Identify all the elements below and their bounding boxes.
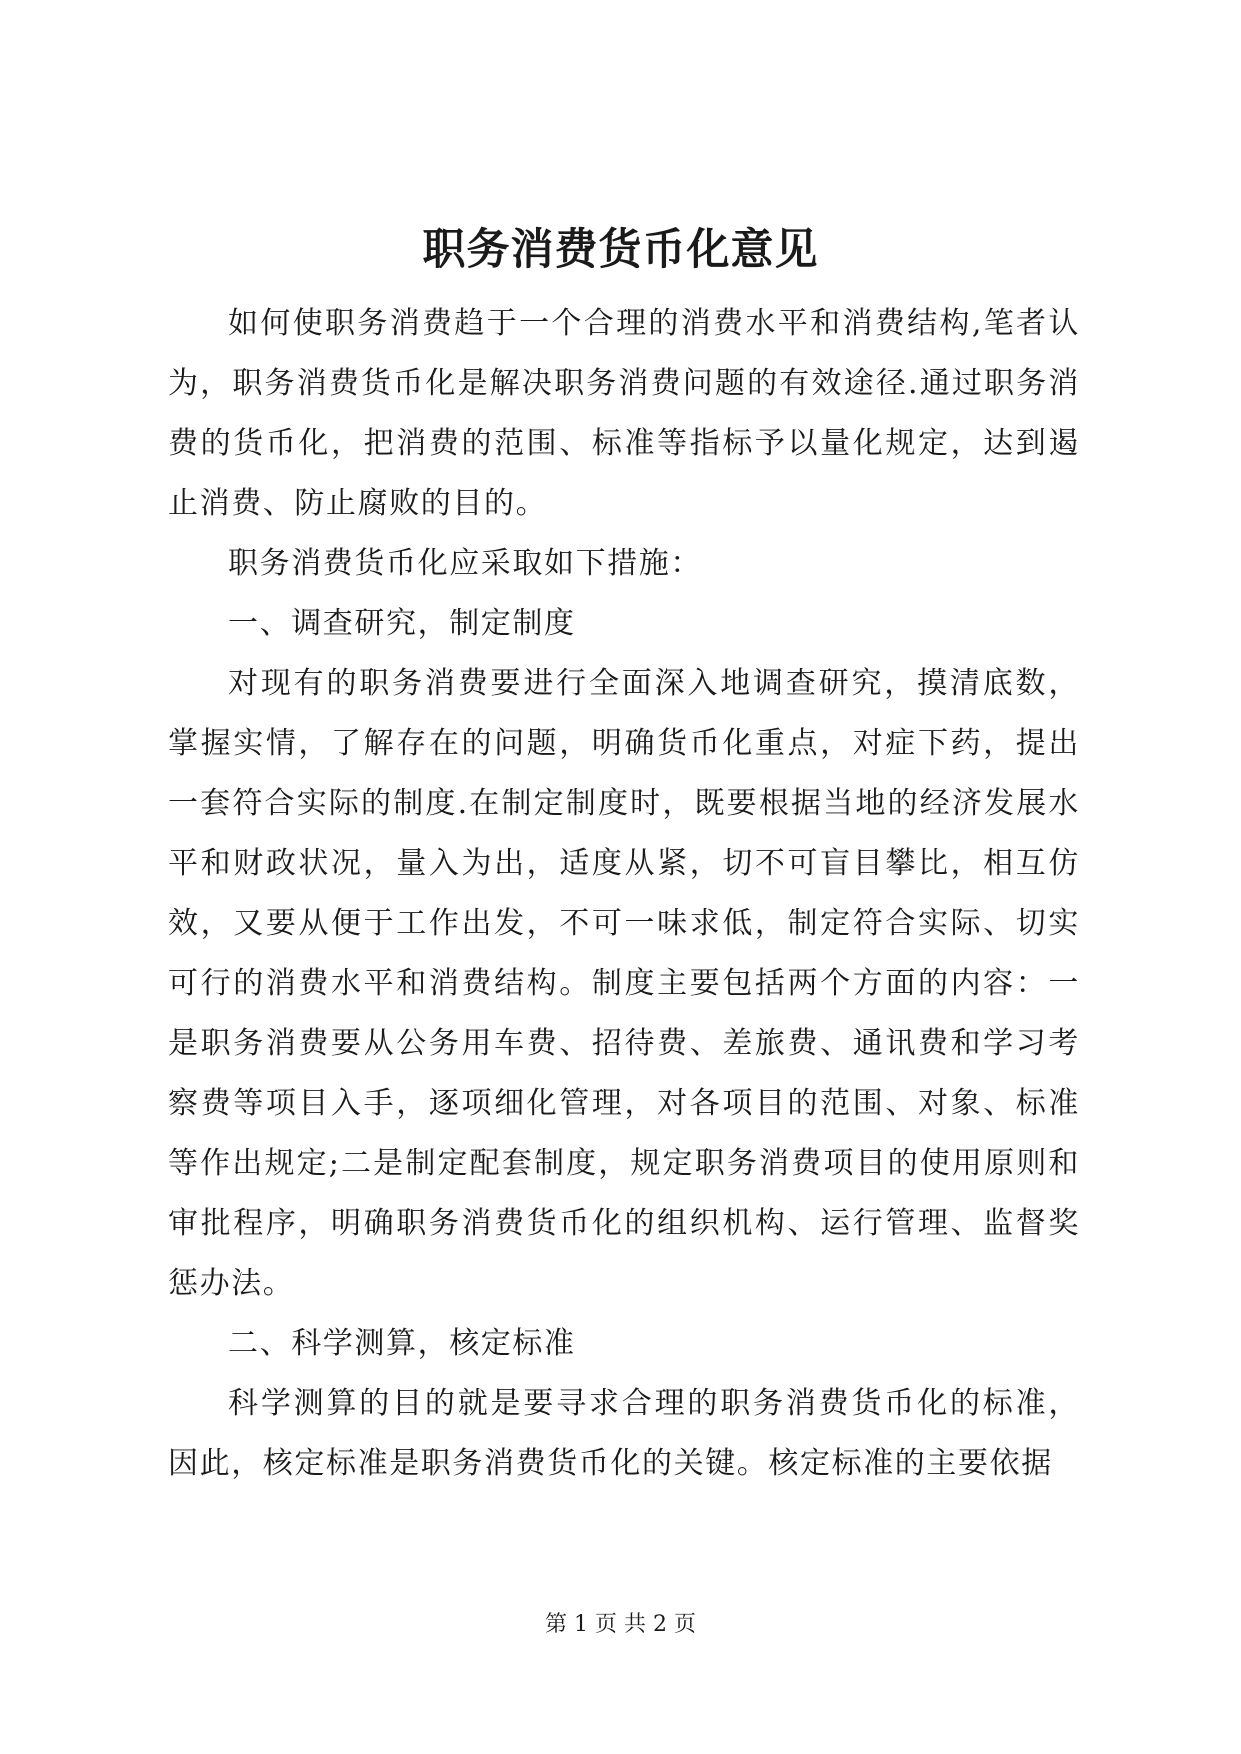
- document-body: [168, 294, 1080, 1494]
- section-heading: 一、调查研究，制定制度: [228, 606, 576, 641]
- paragraph: 对现有的职务消费要进行全面深入地调查研究，摸清底数，掌握实情，了解存在的问题，明确货币化重点，对症下药，提出一套符合实际的制度.在制定制度时，既要根据当地的经济发展水平和财政状况，量入为出，适度从紧，切不可盲目攀比，相互仿效，又要从便于工作出发，不可一味求低，制定符合实际、切实可行的消费水平和消费结构。制度主要包括两个方面的内容：一是职务消费要从公务用车费、招待费、差旅费、通讯费和学习考察费等项目入手，逐项细化管理，对各项目的范围、对象、标准等作出规定;二是制定配套制度，规定职务消费项目的使用原则和审批程序，明确职务消费货币化的组织机构、运行管理、监督奖惩办法。: [168, 666, 1080, 1301]
- section-heading: 二、科学测算，核定标准: [228, 1326, 576, 1361]
- page-footer: [0, 1610, 1241, 1640]
- document-title: 职务消费货币化意见: [422, 225, 819, 275]
- paragraph: 科学测算的目的就是要寻求合理的职务消费货币化的标准，因此，核定标准是职务消费货币化的关键。核定标准的主要依据: [168, 1386, 1080, 1481]
- paragraph: 如何使职务消费趋于一个合理的消费水平和消费结构,笔者认为，职务消费货币化是解决职务消费问题的有效途径.通过职务消费的货币化，把消费的范围、标准等指标予以量化规定，达到遏止消费、防止腐败的目的。: [168, 306, 1080, 521]
- page-number: 第 1 页 共 2 页: [545, 1612, 696, 1637]
- paragraph: 职务消费货币化应采取如下措施：: [228, 546, 702, 581]
